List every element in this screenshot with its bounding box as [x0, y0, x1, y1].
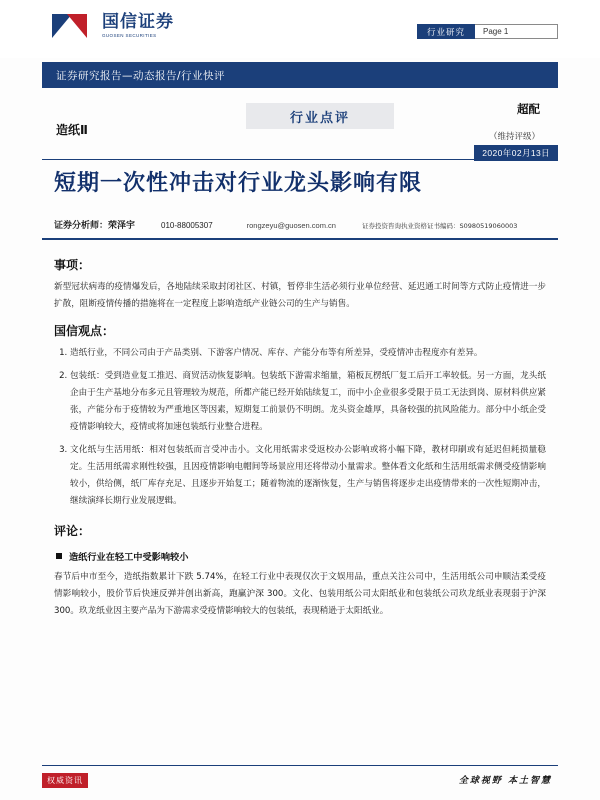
- breadcrumb: 证券研究报告—动态报告/行业快评: [42, 62, 558, 88]
- comment-subheading-row: [54, 549, 546, 563]
- title-block: [42, 95, 558, 157]
- logo-name-cn: 国信证券: [102, 11, 174, 32]
- rating-group: [489, 101, 540, 142]
- footer-slogan: 全球视野 本土智慧: [458, 776, 552, 786]
- comment-subheading: 造纸行业在轻工中受影响较小: [69, 552, 189, 564]
- rating-value: 超配: [517, 102, 540, 116]
- analyst-license: 证券投资咨询执业资格证书编码：S0980519060003: [361, 222, 518, 230]
- analyst-phone: 010-88005307: [161, 221, 213, 230]
- logo-text: [102, 11, 174, 39]
- logo-mark-icon: [52, 12, 96, 40]
- footer-tag: 权威资讯: [42, 773, 88, 788]
- research-type-tag: 行业研究: [417, 24, 475, 39]
- list-item: 3. 文化纸与生活用纸：相对包装纸而言受冲击小。文化用纸需求受返校办公影响或将小幅下降，教材印刷或有延迟但耗损量稳定。生活用纸需求刚性较强，且因疫情影响电帽间等场景应用还将带动小量需求。整体看文化纸和生活用纸需求侧受疫情影响较小，供给侧，纸厂库存充足、且逐步开始复工；随着物流的逐渐恢复，生产与销售将逐步走出疫情带来的一次性短期冲击，继续演绎长期行业发展逻辑。: [70, 442, 546, 509]
- view-points-list: [54, 345, 546, 510]
- page-number-label: Page 1: [475, 24, 558, 39]
- industry-name: 造纸Ⅱ: [56, 123, 88, 137]
- logo-name-en: GUOSEN SECURITIES: [102, 32, 157, 38]
- page-header: [0, 0, 600, 58]
- footer-divider: [42, 765, 558, 766]
- comment-type-label: 行业点评: [289, 110, 350, 126]
- analyst-row: [54, 218, 554, 231]
- company-logo: [52, 12, 174, 40]
- title-divider: [42, 159, 558, 160]
- comment-paragraph: 春节后申市至今，造纸指数累计下跌 5.74%，在轻工行业中表现仅次于文娱用品，重点关注公司中，生活用纸公司申顺洁柔受疫情影响较小，股价节后快速反弹并创出新高，跑赢沪深 300。文化、包装用纸公司太阳纸业和包装纸公司玖龙纸业表现弱于沪深300。玖龙纸业因主要产品为下游需求受疫情影响较大的包装纸，表现稍逊于太阳纸业。: [54, 572, 546, 616]
- comment-type-box: [246, 103, 394, 129]
- analyst-email[interactable]: rongzeyu@guosen.com.cn: [246, 221, 336, 230]
- page-title: 短期一次性冲击对行业龙头影响有限: [54, 171, 423, 196]
- section-heading-views: 国信观点：: [54, 323, 115, 338]
- section-heading-matter: 事项：: [54, 258, 91, 272]
- rating-note: （维持评级）: [488, 132, 540, 142]
- analyst-name: 荣泽宇: [108, 221, 136, 231]
- publish-date: 2020年02月13日: [474, 145, 558, 161]
- square-bullet-icon: [56, 553, 62, 559]
- section-heading-comment: 评论：: [54, 524, 91, 539]
- analyst-divider: [42, 238, 558, 240]
- list-item: 1. 造纸行业，不同公司由于产品类别、下游客户情况、库存、产能分布等有所差异，受疫情冲击程度亦有差异。: [70, 345, 546, 362]
- matter-paragraph: 新型冠状病毒的疫情爆发后，各地陆续采取封闭社区、村镇，暂停非生活必须行业单位经营、延迟通工时间等方式防止疫情进一步扩散，阻断疫情传播的措施将在一定程度上影响造纸产业链公司的生产与销售。: [54, 282, 546, 309]
- list-item: 2. 包装纸：受到造业复工推迟、商贸活动恢复影响。包装纸下游需求缩量，箱板瓦楞纸厂复工后开工率较低。另一方面，龙头纸企由于生产基地分布多元且管理较为规范，所都产能已经开始陆续复工，而中小企业很多受限于员工无法到岗、原材料供应紧张，产能分布于疫情较为严重地区等因素，短期复工前景仍不明朗。龙头资金雄厚，具备较强的抗风险能力。部分中小纸企受疫情影响较大，疫情或将加速包装纸行业整合进程。: [70, 368, 546, 435]
- header-right-group: [417, 24, 558, 39]
- analyst-role-label: 证券分析师：: [54, 221, 109, 231]
- report-body: [54, 256, 546, 629]
